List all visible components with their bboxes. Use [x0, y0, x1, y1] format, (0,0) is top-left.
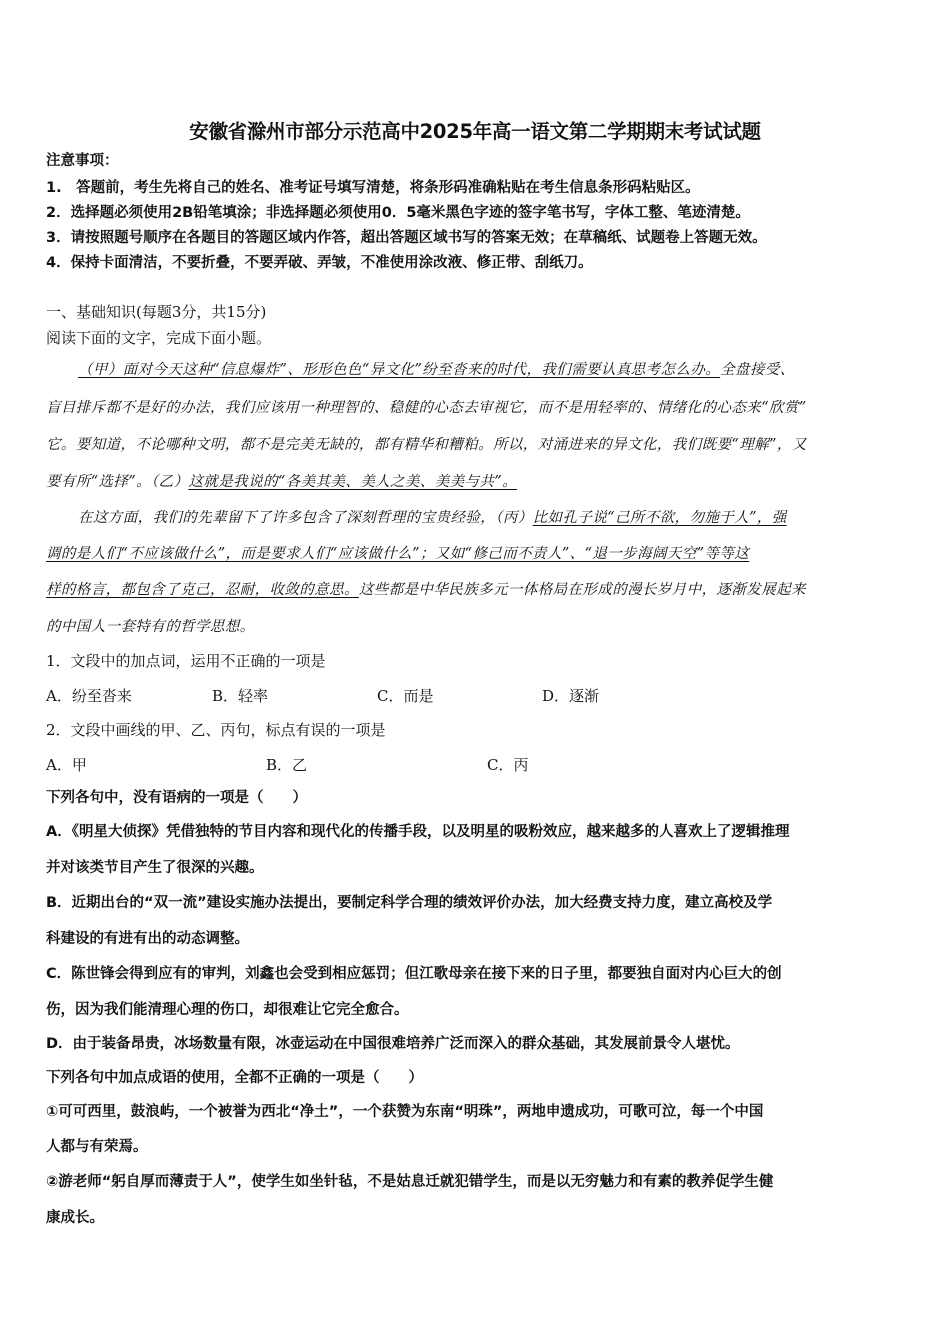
- exam-title: 安徽省滁州市部分示范高中2025年高一语文第二学期期末考试试题: [189, 120, 761, 143]
- notice-item-4: 4．保持卡面清洁，不要折叠，不要弄破、弄皱，不准使用涂改液、修正带、刮纸刀。: [46, 255, 593, 271]
- question-4-sentence-1-line1: ①可可西里，鼓浪屿，一个被誉为西北“净土”，一个获赞为东南“明珠”，两地申遗成功，可歌可泣，每一个中国: [46, 1104, 764, 1120]
- notice-item-3: 3．请按照题号顺序在各题目的答题区域内作答，超出答题区域书写的答案无效；在草稿纸、试题卷上答题无效。: [46, 230, 767, 246]
- question-4-sentence-2-line2: 康成长。: [46, 1210, 104, 1226]
- reading-instruction: 阅读下面的文字，完成下面小题。: [46, 329, 272, 347]
- passage-p1-line2: 盲目排斥都不是好的办法，我们应该用一种理智的、稳健的心态去审视它，而不是用轻率的、情绪化的心态来“欣赏”: [46, 400, 807, 416]
- question-3-option-b-line2: 科建设的有进有出的动态调整。: [46, 931, 249, 947]
- passage-p1-line4: 要有所“选择”。（乙）这就是我说的“各美其美、美人之美、美美与共”。: [46, 474, 518, 490]
- passage-p2-line4: 的中国人一套特有的哲学思想。: [46, 619, 255, 635]
- question-3-option-a-line1: A．《明星大侦探》凭借独特的节目内容和现代化的传播手段，以及明星的吸粉效应，越来越多的人喜欢上了逻辑推理: [46, 824, 790, 840]
- question-4-sentence-1-line2: 人都与有荣焉。: [46, 1139, 148, 1155]
- underlined-sentence-bing: 比如孔子说“己所不欲，勿施于人”，强: [532, 510, 787, 526]
- notice-item-2: 2．选择题必须使用2B铅笔填涂；非选择题必须使用0．5毫米黑色字迹的签字笔书写，字体工整、笔迹清楚。: [46, 205, 750, 221]
- question-1-option-a[interactable]: A．纷至沓来: [46, 687, 132, 705]
- question-1-stem: 1．文段中的加点词，运用不正确的一项是: [46, 652, 326, 670]
- passage-p1-line3: 它。要知道，不论哪种文明，都不是完美无缺的，都有精华和糟粕。所以，对涌进来的异文化，我们既要“理解”，又: [46, 437, 807, 453]
- question-3-option-c-line2: 伤，因为我们能清理心理的伤口，却很难让它完全愈合。: [46, 1002, 409, 1018]
- notice-heading: 注意事项：: [46, 153, 119, 169]
- question-3-option-d: D．由于装备昂贵，冰场数量有限，冰壶运动在中国很难培养广泛而深入的群众基础，其发展前景令人堪忧。: [46, 1036, 740, 1052]
- question-2-option-c[interactable]: C．丙: [487, 756, 529, 774]
- question-3-stem: 下列各句中，没有语病的一项是（ ）: [46, 790, 307, 806]
- question-1-option-d[interactable]: D．逐渐: [542, 687, 600, 705]
- question-2-stem: 2．文段中画线的甲、乙、丙句，标点有误的一项是: [46, 721, 386, 739]
- passage-p2-line1: 在这方面，我们的先辈留下了许多包含了深刻哲理的宝贵经验，（丙）比如孔子说“己所不欲，勿施于人”，强: [78, 510, 787, 526]
- question-1-option-b[interactable]: B．轻率: [212, 687, 269, 705]
- question-3-option-b-line1: B．近期出台的“双一流”建设实施办法提出，要制定科学合理的绩效评价办法，加大经费支持力度，建立高校及学: [46, 895, 773, 911]
- question-2-option-b[interactable]: B．乙: [266, 756, 308, 774]
- question-2-option-a[interactable]: A．甲: [46, 756, 87, 774]
- question-4-stem: 下列各句中加点成语的使用，全都不正确的一项是（ ）: [46, 1070, 423, 1086]
- section-heading: 一、基础知识(每题3分，共15分): [46, 303, 267, 321]
- passage-p2-line3: 样的格言，都包含了克己，忍耐，收敛的意思。这些都是中华民族多元一体格局在形成的漫长岁月中，逐渐发展起来: [46, 582, 806, 598]
- question-3-option-a-line2: 并对该类节目产生了很深的兴趣。: [46, 860, 264, 876]
- question-1-option-c[interactable]: C．而是: [377, 687, 434, 705]
- question-4-sentence-2-line1: ②游老师“躬自厚而薄责于人”，使学生如坐针毡，不是姑息迁就犯错学生，而是以无穷魅力和有素的教养促学生健: [46, 1174, 774, 1190]
- question-3-option-c-line1: C．陈世锋会得到应有的审判，刘鑫也会受到相应惩罚；但江歌母亲在接下来的日子里，都要独自面对内心巨大的创: [46, 966, 782, 982]
- notice-item-1: 1. 答题前，考生先将自己的姓名、准考证号填写清楚，将条形码准确粘贴在考生信息条形码粘贴区。: [46, 180, 700, 196]
- underlined-sentence-jia: （甲）面对今天这种“信息爆炸”、形形色色“异文化”纷至沓来的时代，我们需要认真思考怎么办。: [78, 362, 721, 378]
- underlined-sentence-yi: 这就是我说的“各美其美、美人之美、美美与共”。: [188, 474, 518, 490]
- passage-p1-line1: （甲）面对今天这种“信息爆炸”、形形色色“异文化”纷至沓来的时代，我们需要认真思考怎么办。全盘接受、: [78, 362, 795, 378]
- passage-p2-line2: 调的是人们“不应该做什么”，而是要求人们“应该做什么”；又如“修己而不责人”、“退一步海阔天空”等等这: [46, 546, 750, 562]
